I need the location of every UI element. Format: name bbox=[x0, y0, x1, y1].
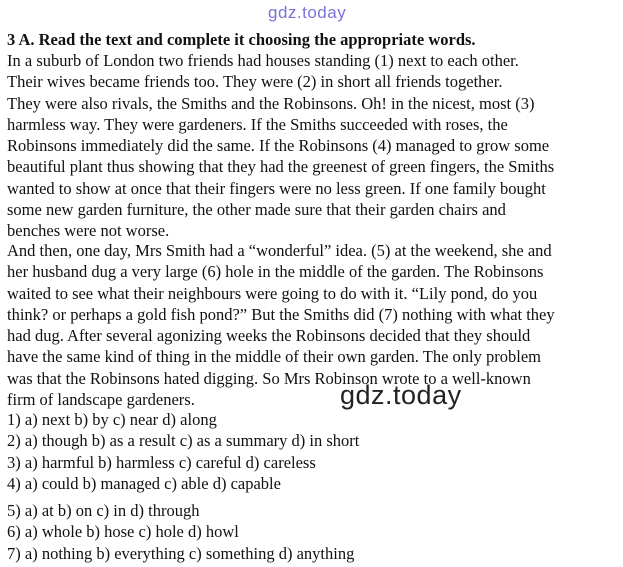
watermark-middle: gdz.today bbox=[340, 380, 462, 410]
exercise-heading: 3 A. Read the text and complete it choosing the appropriate words. bbox=[7, 30, 476, 49]
text-paragraph-1: In a suburb of London two friends had houses standing (1) next to each other. Their wives became friends too. They were (2) in short all friends together. They were also rivals, the Smiths and the Robinsons. Oh! in the nicest, most (3) harmless way. They were gardeners. If the Smiths succeeded with roses, the Robinsons immediately did the same. If the Robinsons (4) managed to grow some beautiful plant thus showing that they had the greenest of green fingers, the Smiths wanted to show at once that their fingers were no less green. If one family bought some new garden furniture, the other made sure that their garden chairs and benches were not worse. bbox=[7, 51, 555, 241]
watermark-top: gdz.today bbox=[268, 3, 347, 22]
answer-options-list-2 bbox=[7, 500, 354, 564]
answer-option-2: 2) a) though b) as a result c) as a summary d) in short bbox=[7, 431, 360, 451]
answer-option-6: 6) a) whole b) hose c) hole d) howl bbox=[7, 522, 239, 542]
answer-option-3: 3) a) harmful b) harmless c) careful d) careless bbox=[7, 452, 316, 472]
text-paragraph-2: And then, one day, Mrs Smith had a “wonderful” idea. (5) at the weekend, she and her husband dug a very large (6) hole in the middle of the garden. The Robinsons waited to see what their neighbours were going to do with it. “Lily pond, do you think? or perhaps a gold fish pond?” But the Smiths did (7) nothing with what they had dug. After several agonizing weeks the Robinsons decided that they should have the same kind of thing in the middle of their own garden. The only problem was that the Robinsons hated digging. So Mrs Robinson wrote to a well-known firm of landscape gardeners. bbox=[7, 241, 555, 410]
answer-option-7: 7) a) nothing b) everything c) something d) anything bbox=[7, 543, 355, 563]
answer-option-5: 5) a) at b) on c) in d) through bbox=[7, 501, 200, 520]
answer-option-1: 1) a) next b) by c) near d) along bbox=[7, 410, 217, 429]
answer-options-list-1 bbox=[7, 409, 359, 494]
answer-option-4: 4) a) could b) managed c) able d) capable bbox=[7, 473, 281, 493]
